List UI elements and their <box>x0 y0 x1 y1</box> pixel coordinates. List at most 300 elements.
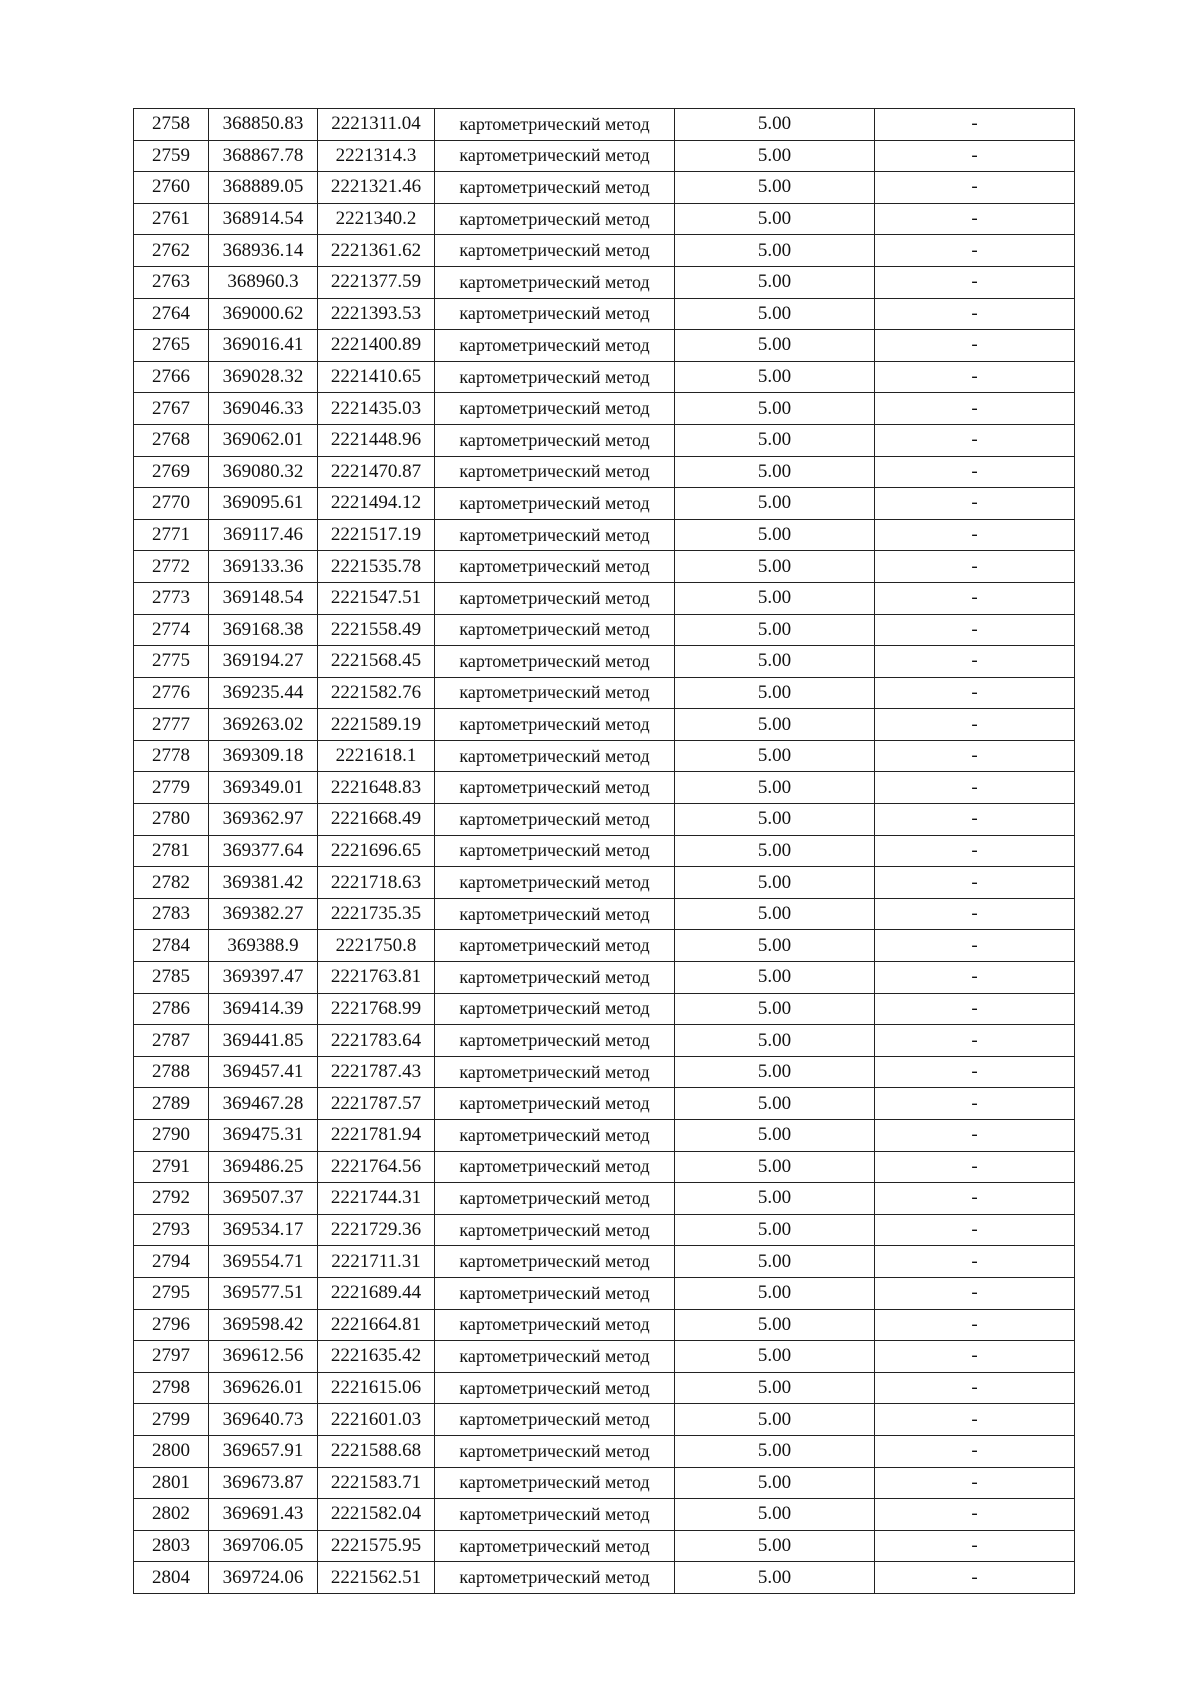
method-cell: картометрический метод <box>435 646 675 678</box>
point-number-cell: 2776 <box>134 677 209 709</box>
note-cell: - <box>875 551 1075 583</box>
y-coordinate-cell: 2221648.83 <box>318 772 435 804</box>
accuracy-cell: 5.00 <box>675 330 875 362</box>
x-coordinate-cell: 369626.01 <box>209 1372 318 1404</box>
y-coordinate-cell: 2221535.78 <box>318 551 435 583</box>
note-cell: - <box>875 1562 1075 1594</box>
table-row <box>134 709 1075 741</box>
method-cell: картометрический метод <box>435 804 675 836</box>
note-cell: - <box>875 677 1075 709</box>
x-coordinate-cell: 368960.3 <box>209 266 318 298</box>
x-coordinate-cell: 369388.9 <box>209 930 318 962</box>
note-cell: - <box>875 361 1075 393</box>
point-number-cell: 2761 <box>134 203 209 235</box>
y-coordinate-cell: 2221618.1 <box>318 740 435 772</box>
x-coordinate-cell: 368936.14 <box>209 235 318 267</box>
note-cell: - <box>875 1214 1075 1246</box>
accuracy-cell: 5.00 <box>675 772 875 804</box>
point-number-cell: 2799 <box>134 1404 209 1436</box>
accuracy-cell: 5.00 <box>675 740 875 772</box>
method-cell: картометрический метод <box>435 361 675 393</box>
accuracy-cell: 5.00 <box>675 1277 875 1309</box>
table-row <box>134 835 1075 867</box>
method-cell: картометрический метод <box>435 298 675 330</box>
point-number-cell: 2762 <box>134 235 209 267</box>
note-cell: - <box>875 993 1075 1025</box>
table-row <box>134 298 1075 330</box>
accuracy-cell: 5.00 <box>675 930 875 962</box>
note-cell: - <box>875 1530 1075 1562</box>
method-cell: картометрический метод <box>435 614 675 646</box>
y-coordinate-cell: 2221361.62 <box>318 235 435 267</box>
point-number-cell: 2802 <box>134 1499 209 1531</box>
point-number-cell: 2765 <box>134 330 209 362</box>
table-row <box>134 1246 1075 1278</box>
accuracy-cell: 5.00 <box>675 1372 875 1404</box>
accuracy-cell: 5.00 <box>675 835 875 867</box>
accuracy-cell: 5.00 <box>675 1499 875 1531</box>
y-coordinate-cell: 2221718.63 <box>318 867 435 899</box>
note-cell: - <box>875 330 1075 362</box>
method-cell: картометрический метод <box>435 1246 675 1278</box>
accuracy-cell: 5.00 <box>675 1025 875 1057</box>
table-row <box>134 519 1075 551</box>
x-coordinate-cell: 369062.01 <box>209 424 318 456</box>
y-coordinate-cell: 2221689.44 <box>318 1277 435 1309</box>
y-coordinate-cell: 2221750.8 <box>318 930 435 962</box>
method-cell: картометрический метод <box>435 1562 675 1594</box>
point-number-cell: 2767 <box>134 393 209 425</box>
note-cell: - <box>875 1120 1075 1152</box>
table-row <box>134 930 1075 962</box>
x-coordinate-cell: 369000.62 <box>209 298 318 330</box>
method-cell: картометрический метод <box>435 1435 675 1467</box>
accuracy-cell: 5.00 <box>675 646 875 678</box>
x-coordinate-cell: 369706.05 <box>209 1530 318 1562</box>
method-cell: картометрический метод <box>435 551 675 583</box>
table-row <box>134 646 1075 678</box>
note-cell: - <box>875 1025 1075 1057</box>
x-coordinate-cell: 369457.41 <box>209 1056 318 1088</box>
x-coordinate-cell: 369640.73 <box>209 1404 318 1436</box>
x-coordinate-cell: 369554.71 <box>209 1246 318 1278</box>
method-cell: картометрический метод <box>435 772 675 804</box>
x-coordinate-cell: 368867.78 <box>209 140 318 172</box>
note-cell: - <box>875 488 1075 520</box>
note-cell: - <box>875 1246 1075 1278</box>
y-coordinate-cell: 2221470.87 <box>318 456 435 488</box>
method-cell: картометрический метод <box>435 740 675 772</box>
note-cell: - <box>875 582 1075 614</box>
accuracy-cell: 5.00 <box>675 393 875 425</box>
note-cell: - <box>875 109 1075 141</box>
table-row <box>134 140 1075 172</box>
note-cell: - <box>875 172 1075 204</box>
note-cell: - <box>875 140 1075 172</box>
accuracy-cell: 5.00 <box>675 1309 875 1341</box>
accuracy-cell: 5.00 <box>675 456 875 488</box>
method-cell: картометрический метод <box>435 898 675 930</box>
point-number-cell: 2781 <box>134 835 209 867</box>
accuracy-cell: 5.00 <box>675 898 875 930</box>
method-cell: картометрический метод <box>435 835 675 867</box>
method-cell: картометрический метод <box>435 456 675 488</box>
accuracy-cell: 5.00 <box>675 962 875 994</box>
note-cell: - <box>875 298 1075 330</box>
y-coordinate-cell: 2221393.53 <box>318 298 435 330</box>
table-row <box>134 1372 1075 1404</box>
table-row <box>134 1214 1075 1246</box>
method-cell: картометрический метод <box>435 330 675 362</box>
point-number-cell: 2804 <box>134 1562 209 1594</box>
table-row <box>134 235 1075 267</box>
x-coordinate-cell: 369381.42 <box>209 867 318 899</box>
accuracy-cell: 5.00 <box>675 266 875 298</box>
note-cell: - <box>875 424 1075 456</box>
method-cell: картометрический метод <box>435 1088 675 1120</box>
y-coordinate-cell: 2221601.03 <box>318 1404 435 1436</box>
note-cell: - <box>875 614 1075 646</box>
x-coordinate-cell: 369194.27 <box>209 646 318 678</box>
x-coordinate-cell: 369598.42 <box>209 1309 318 1341</box>
y-coordinate-cell: 2221787.43 <box>318 1056 435 1088</box>
x-coordinate-cell: 369046.33 <box>209 393 318 425</box>
x-coordinate-cell: 369117.46 <box>209 519 318 551</box>
method-cell: картометрический метод <box>435 1120 675 1152</box>
x-coordinate-cell: 369148.54 <box>209 582 318 614</box>
x-coordinate-cell: 369028.32 <box>209 361 318 393</box>
note-cell: - <box>875 1341 1075 1373</box>
y-coordinate-cell: 2221582.04 <box>318 1499 435 1531</box>
table-row <box>134 772 1075 804</box>
accuracy-cell: 5.00 <box>675 582 875 614</box>
y-coordinate-cell: 2221589.19 <box>318 709 435 741</box>
method-cell: картометрический метод <box>435 709 675 741</box>
accuracy-cell: 5.00 <box>675 235 875 267</box>
point-number-cell: 2770 <box>134 488 209 520</box>
accuracy-cell: 5.00 <box>675 1562 875 1594</box>
method-cell: картометрический метод <box>435 1404 675 1436</box>
method-cell: картометрический метод <box>435 140 675 172</box>
accuracy-cell: 5.00 <box>675 804 875 836</box>
method-cell: картометрический метод <box>435 1499 675 1531</box>
x-coordinate-cell: 369414.39 <box>209 993 318 1025</box>
accuracy-cell: 5.00 <box>675 677 875 709</box>
point-number-cell: 2779 <box>134 772 209 804</box>
table-row <box>134 867 1075 899</box>
note-cell: - <box>875 646 1075 678</box>
x-coordinate-cell: 369016.41 <box>209 330 318 362</box>
point-number-cell: 2764 <box>134 298 209 330</box>
y-coordinate-cell: 2221588.68 <box>318 1435 435 1467</box>
y-coordinate-cell: 2221575.95 <box>318 1530 435 1562</box>
note-cell: - <box>875 772 1075 804</box>
accuracy-cell: 5.00 <box>675 140 875 172</box>
accuracy-cell: 5.00 <box>675 424 875 456</box>
x-coordinate-cell: 369095.61 <box>209 488 318 520</box>
accuracy-cell: 5.00 <box>675 867 875 899</box>
y-coordinate-cell: 2221377.59 <box>318 266 435 298</box>
table-row <box>134 1183 1075 1215</box>
point-number-cell: 2803 <box>134 1530 209 1562</box>
method-cell: картометрический метод <box>435 1372 675 1404</box>
method-cell: картометрический метод <box>435 266 675 298</box>
point-number-cell: 2771 <box>134 519 209 551</box>
table-row <box>134 172 1075 204</box>
point-number-cell: 2763 <box>134 266 209 298</box>
note-cell: - <box>875 740 1075 772</box>
y-coordinate-cell: 2221311.04 <box>318 109 435 141</box>
y-coordinate-cell: 2221340.2 <box>318 203 435 235</box>
x-coordinate-cell: 369263.02 <box>209 709 318 741</box>
x-coordinate-cell: 369673.87 <box>209 1467 318 1499</box>
y-coordinate-cell: 2221635.42 <box>318 1341 435 1373</box>
x-coordinate-cell: 369475.31 <box>209 1120 318 1152</box>
accuracy-cell: 5.00 <box>675 709 875 741</box>
table-row <box>134 1309 1075 1341</box>
y-coordinate-cell: 2221664.81 <box>318 1309 435 1341</box>
table-row <box>134 1277 1075 1309</box>
x-coordinate-cell: 369534.17 <box>209 1214 318 1246</box>
note-cell: - <box>875 1088 1075 1120</box>
table-row <box>134 1562 1075 1594</box>
table-row <box>134 1056 1075 1088</box>
accuracy-cell: 5.00 <box>675 1183 875 1215</box>
y-coordinate-cell: 2221781.94 <box>318 1120 435 1152</box>
note-cell: - <box>875 235 1075 267</box>
y-coordinate-cell: 2221668.49 <box>318 804 435 836</box>
method-cell: картометрический метод <box>435 1530 675 1562</box>
y-coordinate-cell: 2221321.46 <box>318 172 435 204</box>
note-cell: - <box>875 266 1075 298</box>
point-number-cell: 2775 <box>134 646 209 678</box>
table-row <box>134 203 1075 235</box>
accuracy-cell: 5.00 <box>675 361 875 393</box>
point-number-cell: 2758 <box>134 109 209 141</box>
point-number-cell: 2778 <box>134 740 209 772</box>
y-coordinate-cell: 2221763.81 <box>318 962 435 994</box>
y-coordinate-cell: 2221764.56 <box>318 1151 435 1183</box>
x-coordinate-cell: 369577.51 <box>209 1277 318 1309</box>
accuracy-cell: 5.00 <box>675 1467 875 1499</box>
table-row <box>134 456 1075 488</box>
y-coordinate-cell: 2221711.31 <box>318 1246 435 1278</box>
method-cell: картометрический метод <box>435 1309 675 1341</box>
x-coordinate-cell: 369080.32 <box>209 456 318 488</box>
accuracy-cell: 5.00 <box>675 993 875 1025</box>
table-row <box>134 1499 1075 1531</box>
point-number-cell: 2796 <box>134 1309 209 1341</box>
point-number-cell: 2797 <box>134 1341 209 1373</box>
x-coordinate-cell: 369362.97 <box>209 804 318 836</box>
x-coordinate-cell: 369309.18 <box>209 740 318 772</box>
x-coordinate-cell: 369168.38 <box>209 614 318 646</box>
y-coordinate-cell: 2221729.36 <box>318 1214 435 1246</box>
note-cell: - <box>875 962 1075 994</box>
point-number-cell: 2795 <box>134 1277 209 1309</box>
note-cell: - <box>875 1056 1075 1088</box>
x-coordinate-cell: 369377.64 <box>209 835 318 867</box>
x-coordinate-cell: 369612.56 <box>209 1341 318 1373</box>
y-coordinate-cell: 2221314.3 <box>318 140 435 172</box>
table-row <box>134 740 1075 772</box>
accuracy-cell: 5.00 <box>675 1214 875 1246</box>
table-row <box>134 1151 1075 1183</box>
method-cell: картометрический метод <box>435 1151 675 1183</box>
y-coordinate-cell: 2221583.71 <box>318 1467 435 1499</box>
y-coordinate-cell: 2221517.19 <box>318 519 435 551</box>
y-coordinate-cell: 2221615.06 <box>318 1372 435 1404</box>
method-cell: картометрический метод <box>435 930 675 962</box>
method-cell: картометрический метод <box>435 424 675 456</box>
table-row <box>134 993 1075 1025</box>
y-coordinate-cell: 2221735.35 <box>318 898 435 930</box>
y-coordinate-cell: 2221744.31 <box>318 1183 435 1215</box>
table-row <box>134 1530 1075 1562</box>
point-number-cell: 2760 <box>134 172 209 204</box>
y-coordinate-cell: 2221448.96 <box>318 424 435 456</box>
x-coordinate-cell: 368914.54 <box>209 203 318 235</box>
table-row <box>134 1435 1075 1467</box>
table-row <box>134 582 1075 614</box>
table-row <box>134 804 1075 836</box>
accuracy-cell: 5.00 <box>675 1404 875 1436</box>
y-coordinate-cell: 2221562.51 <box>318 1562 435 1594</box>
table-row <box>134 109 1075 141</box>
y-coordinate-cell: 2221400.89 <box>318 330 435 362</box>
table-row <box>134 424 1075 456</box>
method-cell: картометрический метод <box>435 1183 675 1215</box>
note-cell: - <box>875 709 1075 741</box>
note-cell: - <box>875 1404 1075 1436</box>
point-number-cell: 2769 <box>134 456 209 488</box>
x-coordinate-cell: 369235.44 <box>209 677 318 709</box>
table-row <box>134 551 1075 583</box>
note-cell: - <box>875 1467 1075 1499</box>
y-coordinate-cell: 2221435.03 <box>318 393 435 425</box>
point-number-cell: 2791 <box>134 1151 209 1183</box>
method-cell: картометрический метод <box>435 393 675 425</box>
method-cell: картометрический метод <box>435 1277 675 1309</box>
accuracy-cell: 5.00 <box>675 1530 875 1562</box>
table-row <box>134 266 1075 298</box>
note-cell: - <box>875 1309 1075 1341</box>
x-coordinate-cell: 369397.47 <box>209 962 318 994</box>
coordinates-table-body <box>134 109 1075 1594</box>
point-number-cell: 2772 <box>134 551 209 583</box>
point-number-cell: 2786 <box>134 993 209 1025</box>
note-cell: - <box>875 456 1075 488</box>
point-number-cell: 2798 <box>134 1372 209 1404</box>
note-cell: - <box>875 930 1075 962</box>
method-cell: картометрический метод <box>435 203 675 235</box>
note-cell: - <box>875 867 1075 899</box>
note-cell: - <box>875 203 1075 235</box>
note-cell: - <box>875 1183 1075 1215</box>
table-row <box>134 1088 1075 1120</box>
method-cell: картометрический метод <box>435 677 675 709</box>
point-number-cell: 2780 <box>134 804 209 836</box>
table-row <box>134 393 1075 425</box>
x-coordinate-cell: 369133.36 <box>209 551 318 583</box>
method-cell: картометрический метод <box>435 109 675 141</box>
x-coordinate-cell: 368889.05 <box>209 172 318 204</box>
accuracy-cell: 5.00 <box>675 298 875 330</box>
table-row <box>134 488 1075 520</box>
point-number-cell: 2794 <box>134 1246 209 1278</box>
point-number-cell: 2783 <box>134 898 209 930</box>
table-row <box>134 1341 1075 1373</box>
method-cell: картометрический метод <box>435 867 675 899</box>
accuracy-cell: 5.00 <box>675 614 875 646</box>
method-cell: картометрический метод <box>435 519 675 551</box>
y-coordinate-cell: 2221696.65 <box>318 835 435 867</box>
x-coordinate-cell: 369441.85 <box>209 1025 318 1057</box>
y-coordinate-cell: 2221787.57 <box>318 1088 435 1120</box>
x-coordinate-cell: 369657.91 <box>209 1435 318 1467</box>
y-coordinate-cell: 2221547.51 <box>318 582 435 614</box>
table-row <box>134 1025 1075 1057</box>
table-row <box>134 1120 1075 1152</box>
accuracy-cell: 5.00 <box>675 109 875 141</box>
accuracy-cell: 5.00 <box>675 551 875 583</box>
method-cell: картометрический метод <box>435 1467 675 1499</box>
method-cell: картометрический метод <box>435 962 675 994</box>
note-cell: - <box>875 1435 1075 1467</box>
method-cell: картометрический метод <box>435 582 675 614</box>
y-coordinate-cell: 2221410.65 <box>318 361 435 393</box>
x-coordinate-cell: 369467.28 <box>209 1088 318 1120</box>
note-cell: - <box>875 393 1075 425</box>
method-cell: картометрический метод <box>435 235 675 267</box>
table-row <box>134 361 1075 393</box>
coordinates-table <box>133 108 1075 1594</box>
table-row <box>134 1404 1075 1436</box>
point-number-cell: 2759 <box>134 140 209 172</box>
accuracy-cell: 5.00 <box>675 488 875 520</box>
accuracy-cell: 5.00 <box>675 1151 875 1183</box>
y-coordinate-cell: 2221768.99 <box>318 993 435 1025</box>
table-row <box>134 1467 1075 1499</box>
note-cell: - <box>875 898 1075 930</box>
note-cell: - <box>875 1151 1075 1183</box>
accuracy-cell: 5.00 <box>675 1056 875 1088</box>
point-number-cell: 2782 <box>134 867 209 899</box>
point-number-cell: 2766 <box>134 361 209 393</box>
point-number-cell: 2785 <box>134 962 209 994</box>
note-cell: - <box>875 519 1075 551</box>
point-number-cell: 2773 <box>134 582 209 614</box>
x-coordinate-cell: 368850.83 <box>209 109 318 141</box>
x-coordinate-cell: 369382.27 <box>209 898 318 930</box>
point-number-cell: 2768 <box>134 424 209 456</box>
method-cell: картометрический метод <box>435 1056 675 1088</box>
table-row <box>134 330 1075 362</box>
accuracy-cell: 5.00 <box>675 1088 875 1120</box>
table-row <box>134 677 1075 709</box>
method-cell: картометрический метод <box>435 1214 675 1246</box>
point-number-cell: 2784 <box>134 930 209 962</box>
accuracy-cell: 5.00 <box>675 203 875 235</box>
accuracy-cell: 5.00 <box>675 172 875 204</box>
table-row <box>134 614 1075 646</box>
accuracy-cell: 5.00 <box>675 1246 875 1278</box>
note-cell: - <box>875 1372 1075 1404</box>
point-number-cell: 2800 <box>134 1435 209 1467</box>
x-coordinate-cell: 369486.25 <box>209 1151 318 1183</box>
note-cell: - <box>875 1499 1075 1531</box>
method-cell: картометрический метод <box>435 172 675 204</box>
